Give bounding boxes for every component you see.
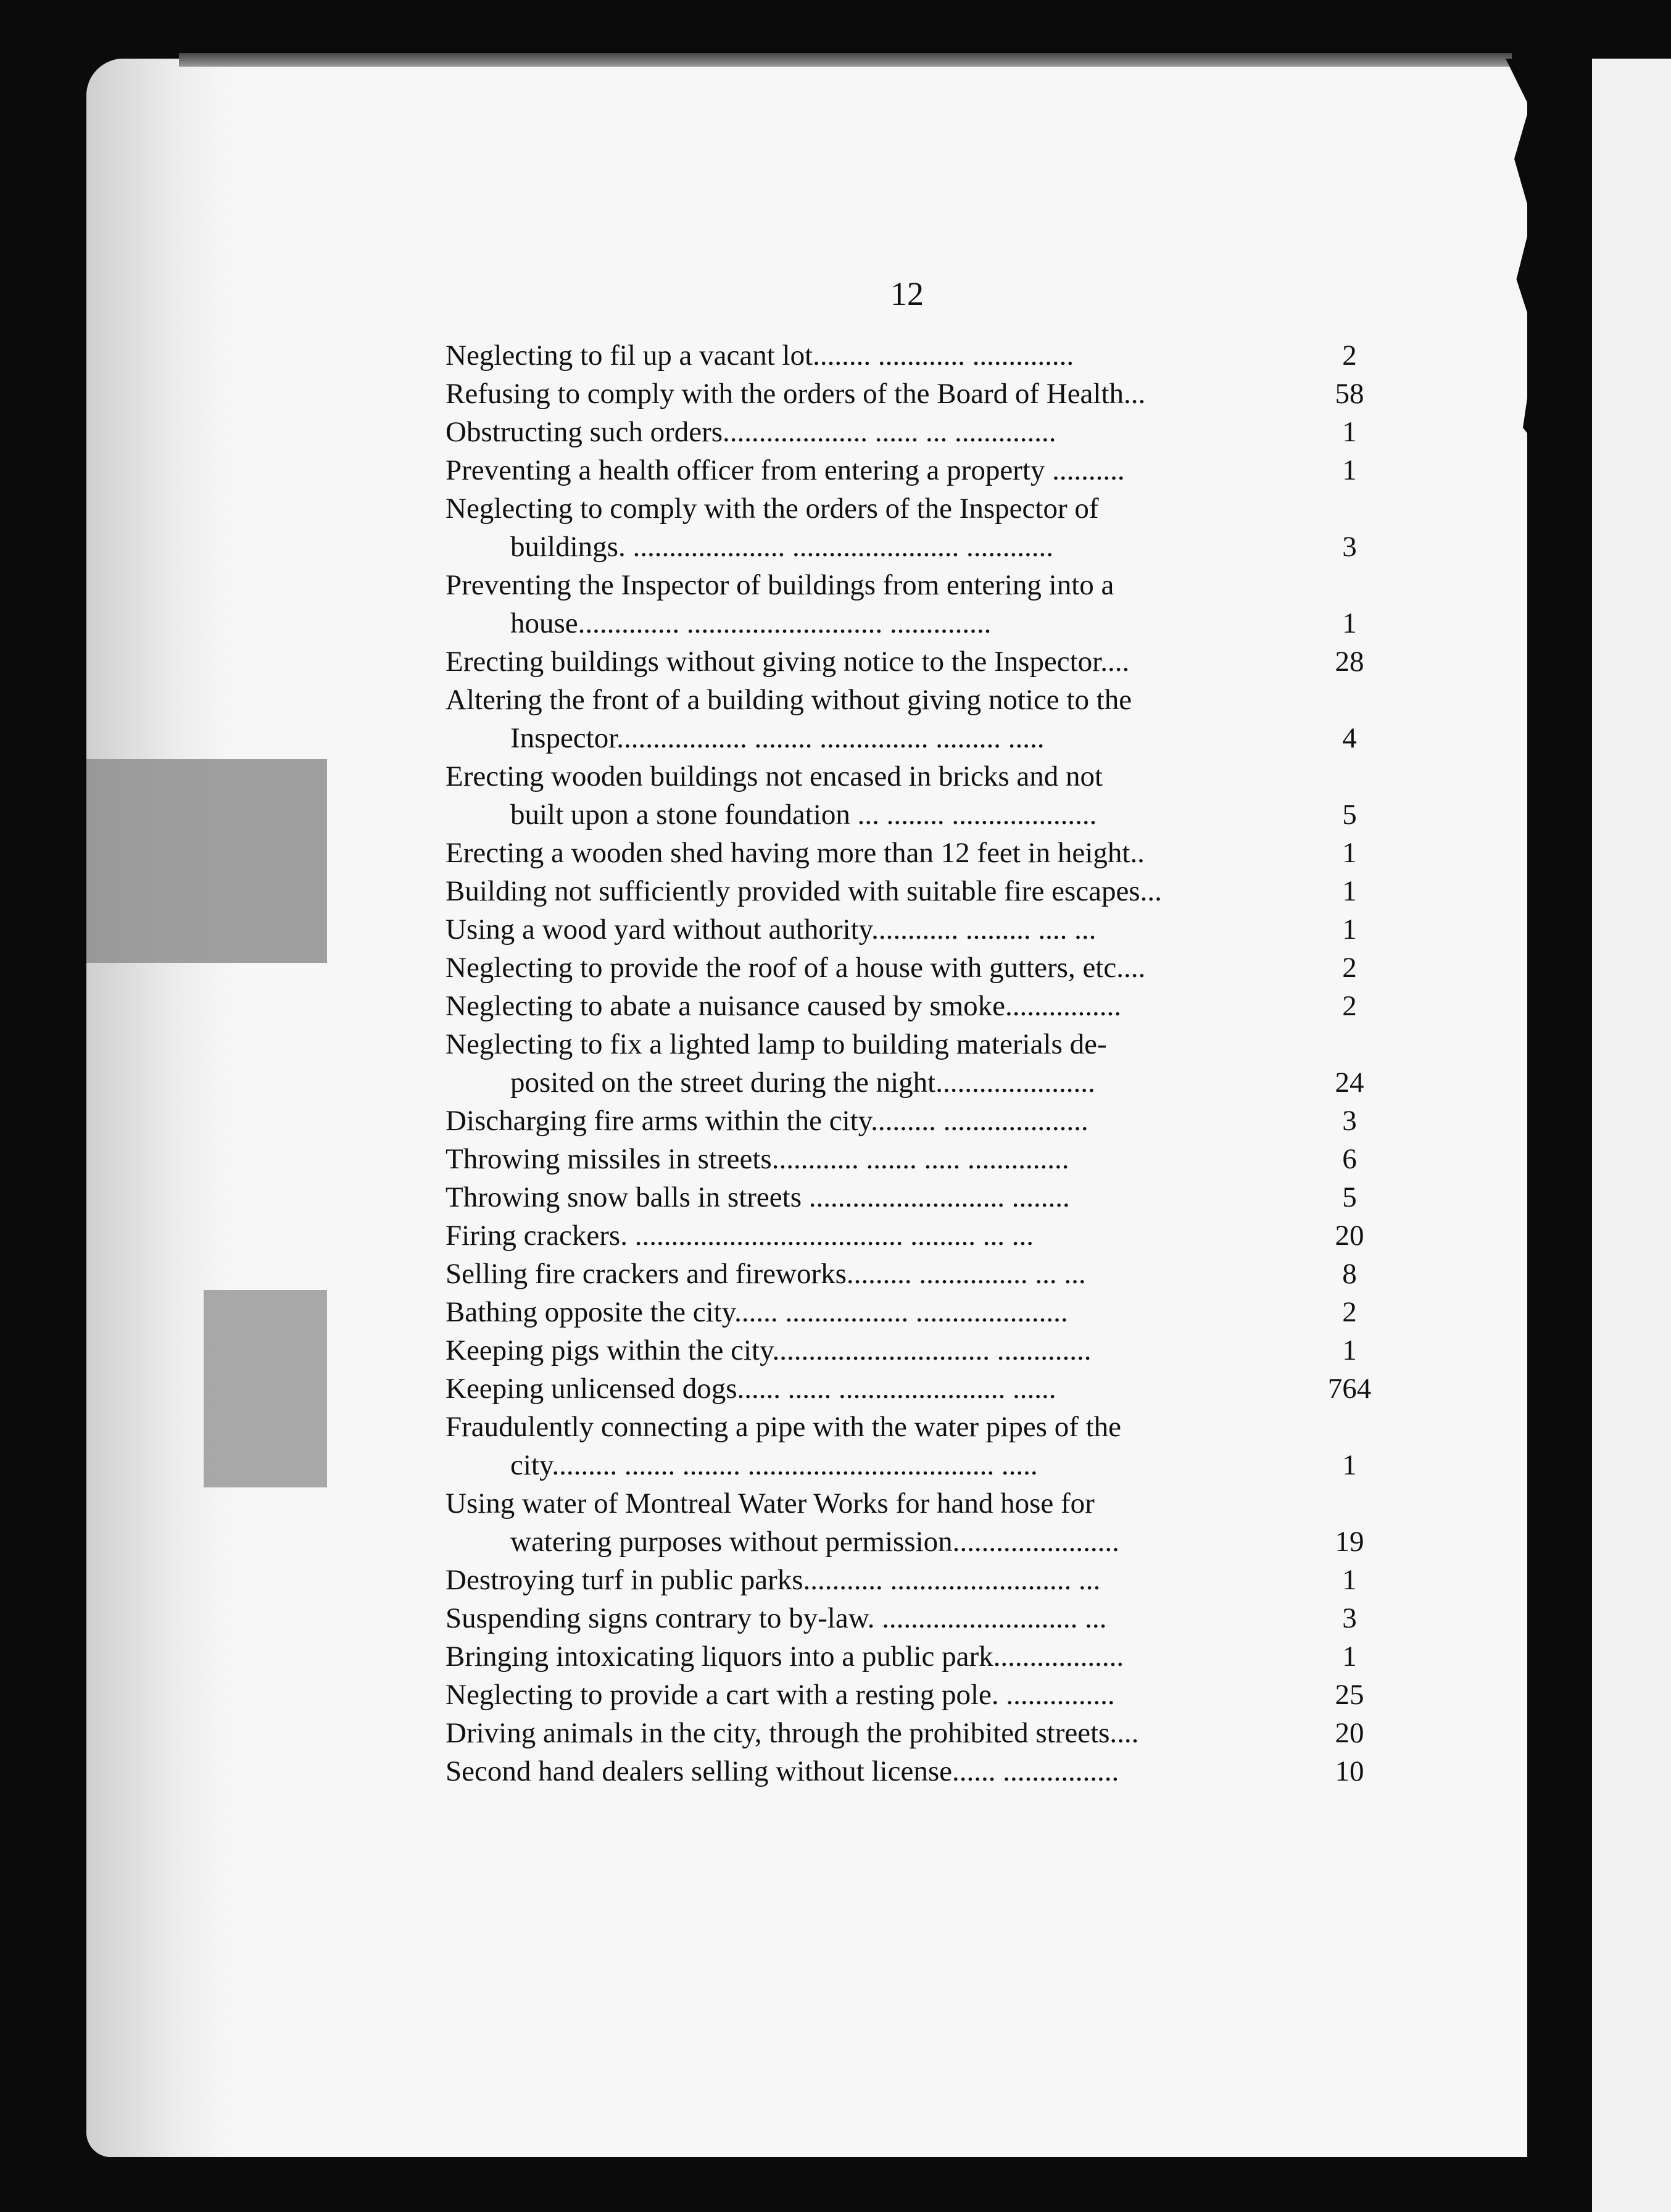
offence-description: Neglecting to provide the roof of a house with gutters, etc.... — [446, 952, 1146, 984]
list-item — [446, 681, 1383, 757]
offence-description: Suspending signs contrary to by-law. ........................... ... — [446, 1602, 1107, 1634]
list-item — [446, 1293, 1383, 1331]
offence-description-continued: city......... ....... ........ .................................. ..... — [510, 1449, 1038, 1481]
paper-stain — [204, 1290, 327, 1487]
offence-count: 20 — [1335, 1220, 1364, 1252]
list-item — [446, 566, 1383, 642]
offence-count: 10 — [1335, 1755, 1364, 1787]
offence-count: 5 — [1342, 1181, 1357, 1213]
offence-description-continued: posited on the street during the night...................... — [510, 1066, 1095, 1099]
offence-description: Neglecting to comply with the orders of the Inspector of — [446, 493, 1099, 525]
offence-count: 2 — [1342, 952, 1357, 984]
offence-description-continued: Inspector.................. ........ ............... ......... ..... — [510, 722, 1045, 754]
offence-count: 1 — [1342, 1334, 1357, 1366]
offence-count: 1 — [1342, 875, 1357, 907]
list-item — [446, 834, 1383, 872]
list-item — [446, 1484, 1383, 1561]
offence-description: Selling fire crackers and fireworks......... ............... ... ... — [446, 1258, 1086, 1290]
offence-description: Driving animals in the city, through the prohibited streets.... — [446, 1717, 1139, 1749]
offence-description: Preventing a health officer from entering a property .......... — [446, 454, 1125, 486]
offence-count: 5 — [1342, 799, 1357, 831]
offence-count: 1 — [1342, 607, 1357, 639]
offence-count: 1 — [1342, 1640, 1357, 1673]
list-item — [446, 1370, 1383, 1408]
offence-description: Refusing to comply with the orders of the Board of Health... — [446, 378, 1146, 410]
list-item — [446, 413, 1383, 451]
page-top-edge — [179, 53, 1512, 67]
offence-description: Keeping pigs within the city.............................. ............. — [446, 1334, 1092, 1366]
offence-count: 1 — [1342, 837, 1357, 869]
offence-count: 2 — [1342, 990, 1357, 1022]
offence-description: Building not sufficiently provided with suitable fire escapes... — [446, 875, 1162, 907]
offence-count: 1 — [1342, 913, 1357, 946]
offence-description-continued: buildings. ..................... ....................... ............ — [510, 531, 1053, 563]
offence-description: Throwing snow balls in streets ........................... ........ — [446, 1181, 1070, 1213]
offence-description: Keeping unlicensed dogs...... ...... ....................... ...... — [446, 1373, 1056, 1405]
list-item — [446, 1561, 1383, 1599]
offence-description: Firing crackers. ..................................... ......... ... ... — [446, 1220, 1034, 1252]
offence-count: 2 — [1342, 1296, 1357, 1328]
list-item — [446, 1025, 1383, 1102]
offence-description: Obstructing such orders.................... ...... ... .............. — [446, 416, 1056, 448]
list-item — [446, 757, 1383, 834]
list-item — [446, 1676, 1383, 1714]
offence-count: 1 — [1342, 454, 1357, 486]
offence-description: Neglecting to fix a lighted lamp to building materials de- — [446, 1028, 1107, 1060]
paper-stain — [86, 759, 327, 963]
list-item — [446, 489, 1383, 566]
list-item — [446, 336, 1383, 375]
offence-description: Discharging fire arms within the city......... .................... — [446, 1105, 1088, 1137]
offence-list — [446, 336, 1383, 1790]
offence-count: 58 — [1335, 378, 1364, 410]
list-item — [446, 375, 1383, 413]
list-item — [446, 1102, 1383, 1140]
list-item — [446, 910, 1383, 949]
adjacent-page-edge — [1592, 59, 1671, 2212]
offence-description-continued: built upon a stone foundation ... ........ .................... — [510, 799, 1097, 831]
offence-count: 24 — [1335, 1066, 1364, 1099]
list-item — [446, 451, 1383, 489]
offence-count: 8 — [1342, 1258, 1357, 1290]
list-item — [446, 872, 1383, 910]
list-item — [446, 642, 1383, 681]
offence-description: Neglecting to fil up a vacant lot........ ............ .............. — [446, 339, 1074, 372]
offence-description-continued: watering purposes without permission....................... — [510, 1526, 1119, 1558]
offence-description: Erecting a wooden shed having more than 12 feet in height.. — [446, 837, 1145, 869]
offence-description: Neglecting to abate a nuisance caused by smoke................ — [446, 990, 1122, 1022]
offence-count: 20 — [1335, 1717, 1364, 1749]
offence-description: Altering the front of a building without giving notice to the — [446, 684, 1132, 716]
list-item — [446, 1216, 1383, 1255]
page-left-shadow — [86, 59, 234, 2157]
list-item — [446, 1178, 1383, 1216]
offence-count: 764 — [1327, 1373, 1372, 1405]
offence-count: 3 — [1342, 1602, 1357, 1634]
offence-description: Using a wood yard without authority............ ......... .... ... — [446, 913, 1097, 946]
offence-description: Neglecting to provide a cart with a resting pole. ............... — [446, 1679, 1115, 1711]
page-number: 12 — [890, 275, 924, 312]
offence-description: Bathing opposite the city...... ................. ..................... — [446, 1296, 1068, 1328]
list-item — [446, 1408, 1383, 1484]
offence-count: 25 — [1335, 1679, 1364, 1711]
offence-count: 6 — [1342, 1143, 1357, 1175]
offence-description-continued: house.............. ........................... .............. — [510, 607, 992, 639]
offence-count: 1 — [1342, 1449, 1357, 1481]
list-item — [446, 949, 1383, 987]
offence-count: 3 — [1342, 531, 1357, 563]
offence-count: 1 — [1342, 416, 1357, 448]
offence-count: 2 — [1342, 339, 1357, 372]
list-item — [446, 1637, 1383, 1676]
offence-description: Preventing the Inspector of buildings from entering into a — [446, 569, 1114, 601]
offence-count: 1 — [1342, 1564, 1357, 1596]
offence-count: 28 — [1335, 646, 1364, 678]
offence-count: 4 — [1342, 722, 1357, 754]
list-item — [446, 1140, 1383, 1178]
list-item — [446, 1599, 1383, 1637]
offence-description: Throwing missiles in streets............ ....... ..... .............. — [446, 1143, 1069, 1175]
list-item — [446, 1752, 1383, 1790]
offence-description: Fraudulently connecting a pipe with the water pipes of the — [446, 1411, 1122, 1443]
list-item — [446, 987, 1383, 1025]
offence-description: Using water of Montreal Water Works for hand hose for — [446, 1487, 1095, 1520]
offence-description: Bringing intoxicating liquors into a public park.................. — [446, 1640, 1124, 1673]
list-item — [446, 1714, 1383, 1752]
offence-description: Erecting wooden buildings not encased in bricks and not — [446, 760, 1103, 792]
list-item — [446, 1331, 1383, 1370]
offence-description: Second hand dealers selling without license...... ................ — [446, 1755, 1119, 1787]
offence-description: Destroying turf in public parks........... ......................... ... — [446, 1564, 1101, 1596]
offence-count: 19 — [1335, 1526, 1364, 1558]
list-item — [446, 1255, 1383, 1293]
offence-description: Erecting buildings without giving notice to the Inspector.... — [446, 646, 1130, 678]
offence-count: 3 — [1342, 1105, 1357, 1137]
